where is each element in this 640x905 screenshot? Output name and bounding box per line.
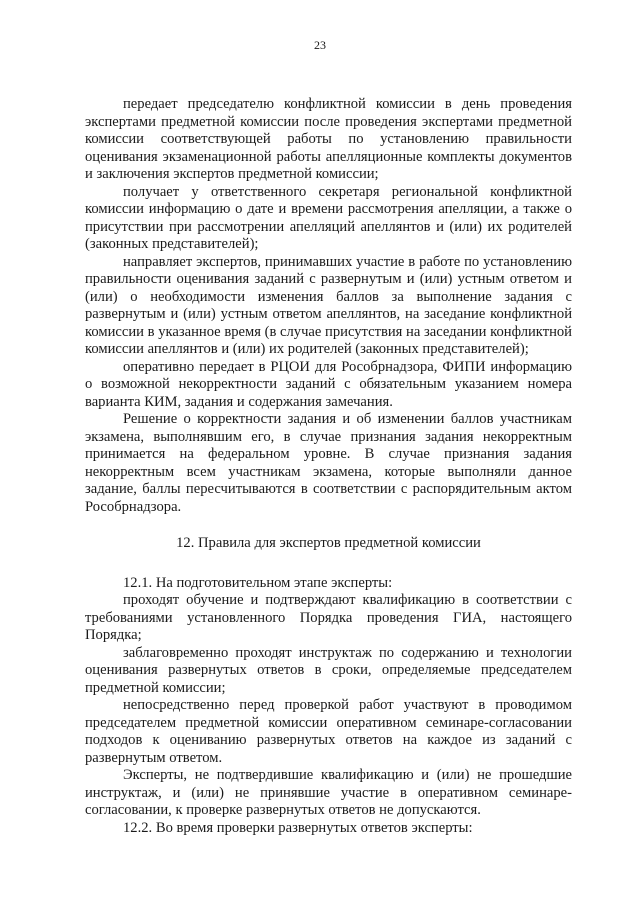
paragraph: Эксперты, не подтвердившие квалификацию и (или) не прошедшие инструктаж, и (или) не принявшие участие в оперативном семинаре-согласовании, к проверке развернутых ответов не допускаются. <box>85 767 572 818</box>
paragraph: Решение о корректности задания и об изменении баллов участникам экзамена, выполнявшим его, в случае признания задания некорректным принимается на федеральном уровне. В случае признания задания некорректным всем участникам экзамена, которые выполняли данное задание, баллы пересчитываются в соответствии с распорядительным актом Рособрнадзора. <box>85 411 572 515</box>
paragraph: проходят обучение и подтверждают квалификацию в соответствии с требованиями установленного Порядка проведения ГИА, настоящего Порядка; <box>85 592 572 643</box>
paragraph: 12.2. Во время проверки развернутых ответов эксперты: <box>123 819 473 836</box>
paragraph: направляет экспертов, принимавших участие в работе по установлению правильности оценивания заданий с развернутым и (или) устным ответом и (или) о необходимости изменения баллов за выполнение задания с развернутым и (или) устным ответом апеллянтов, на заседание конфликтной комиссии в указанное время (в случае присутствия на заседании конфликтной комиссии апеллянтов и (или) их родителей (законных представителей); <box>85 253 572 357</box>
page-number: 23 <box>314 38 326 52</box>
paragraph: 12.1. На подготовительном этапе эксперты: <box>123 574 393 591</box>
paragraph: передает председателю конфликтной комиссии в день проведения экспертами предметной комиссии после проведения экспертами предметной комиссии соответствующей работы по установлению правильности оценивания экзаменационной работы апелляционные комплекты документов и заключения экспертов предметной комиссии; <box>85 96 572 182</box>
paragraph: оперативно передает в РЦОИ для Рособрнадзора, ФИПИ информацию о возможной некорректности заданий с обязательным указанием номера варианта КИМ, задания и содержания замечания. <box>85 358 572 410</box>
page-content <box>85 96 572 837</box>
section-heading: 12. Правила для экспертов предметной комиссии <box>176 535 481 551</box>
paragraph: заблаговременно проходят инструктаж по содержанию и технологии оценивания развернутых ответов в сроки, определяемые председателем предметной комиссии; <box>85 644 572 696</box>
paragraph: непосредственно перед проверкой работ участвуют в проводимом председателем предметной комиссии оперативном семинаре-согласовании подходов к оцениванию развернутых ответов на каждое из заданий с развернутым ответом. <box>85 697 572 766</box>
paragraph: получает у ответственного секретаря региональной конфликтной комиссии информацию о дате и времени рассмотрения апелляции, а также о присутствии при рассмотрении апелляций апеллянтов и (или) их родителей (законных представителей); <box>85 183 572 252</box>
